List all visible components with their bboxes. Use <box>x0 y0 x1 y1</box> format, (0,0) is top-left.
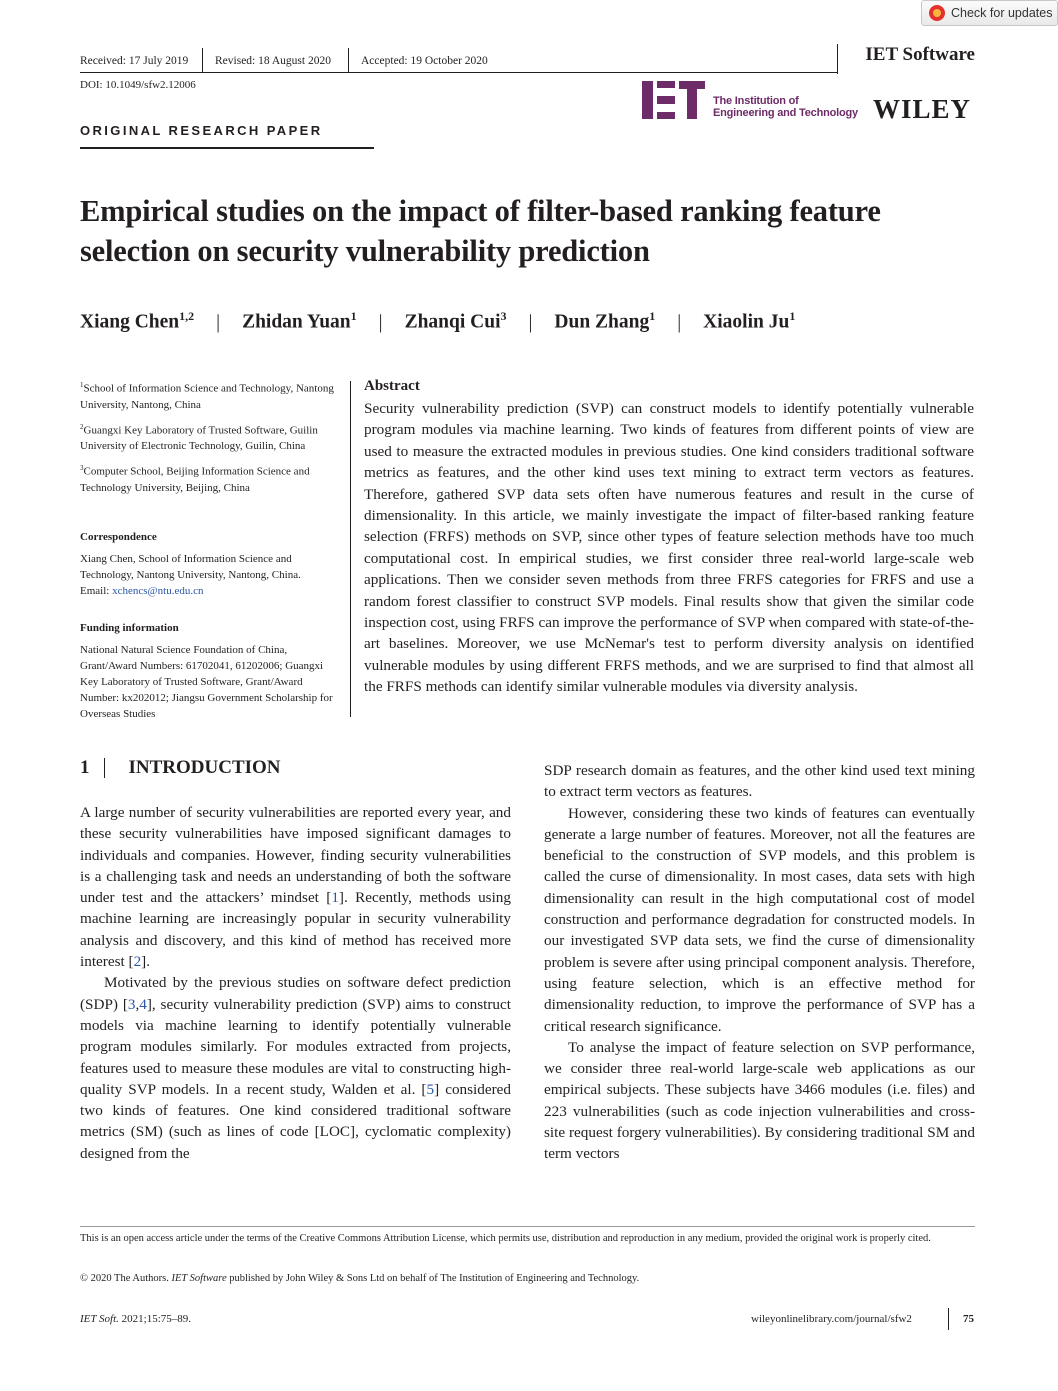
journal-url[interactable]: wileyonlinelibrary.com/journal/sfw2 <box>751 1313 912 1325</box>
section-heading <box>80 757 281 779</box>
section-number: 1 <box>80 757 90 778</box>
author[interactable]: Zhanqi Cui$^3$ <box>404 309 507 333</box>
affiliation: $^3$Computer School, Beijing Information Science and Technology University, Beijing, China <box>80 464 310 494</box>
funding <box>80 620 342 722</box>
author-separator: | <box>378 311 383 333</box>
article-title: Empirical studies on the impact of filter-based ranking feature selection on security vulnerability prediction <box>80 194 881 268</box>
citation-link[interactable]: 4 <box>139 995 147 1013</box>
funding-text: National Natural Science Foundation of China, Grant/Award Numbers: 61702041, 61202006; Guangxi Key Laboratory of Trusted Software, Grant/Award Number: kx202012; Jiangsu Government Scholarship for Overseas Studies <box>80 644 333 720</box>
body-right-column <box>544 760 975 1165</box>
citation-link[interactable]: 1 <box>331 889 339 907</box>
author-separator: | <box>677 311 682 333</box>
email-link[interactable]: xchencs@ntu.edu.cn <box>112 585 204 597</box>
iet-logo-text <box>713 95 858 119</box>
paragraph: A large number of security vulnerabilities are reported every year, and these security vulnerabilities have imposed significant damages to individuals and companies. However, finding security vulnerabilities is a challenging task and needs an understanding of both the software under test and the attackers’ mindset [1]. Recently, methods using machine learning are increasingly popular in security vulnerability analysis and discovery, and this kind of method has received more interest [2]. <box>80 804 511 971</box>
abstract-heading: Abstract <box>364 378 420 394</box>
accepted-date: Accepted: 19 October 2020 <box>361 55 488 67</box>
funding-heading: Funding information <box>80 622 179 634</box>
meta-divider <box>348 48 349 72</box>
doi: DOI: 10.1049/sfw2.12006 <box>80 79 196 91</box>
iet-name-line1: The Institution of <box>713 95 799 107</box>
section-title: INTRODUCTION <box>128 757 281 778</box>
correspondence <box>80 529 342 599</box>
abstract-rule <box>350 381 351 717</box>
revised-date: Revised: 18 August 2020 <box>215 55 331 67</box>
wiley-logo: WILEY <box>873 94 972 124</box>
article-type-underline <box>80 147 374 149</box>
paragraph: SDP research domain as features, and the other kind used text mining to extract term vectors as features. <box>544 762 975 801</box>
meta-divider <box>202 48 203 72</box>
article-type: ORIGINAL RESEARCH PAPER <box>80 123 323 138</box>
author[interactable]: Zhidan Yuan$^1$ <box>242 309 357 333</box>
paragraph: However, considering these two kinds of features can eventually generate a large number of features. Moreover, not all the features are beneficial to the construction of SVP models, and this problem is called the curse of dimensionality. In most cases, data sets with high dimensionality can result in the high computational cost of model construction and performance degradation for constructed models. In our investigated SVP data sets, we find the curse of dimensionality problem is severe after using principal component analysis. Therefore, using feature selection, which is an effective method for dimensionality reduction, to improve the performance of SVP has a critical research significance. <box>544 804 975 1035</box>
author[interactable]: Xiaolin Ju$^1$ <box>703 309 796 333</box>
abstract-text: Security vulnerability prediction (SVP) can construct models to identify potentially vulnerable program modules via machine learning. Two kinds of features from different points of view are used to measure the extracted modules in previous studies. One kind considers traditional software metrics as features, and the other kind uses text mining to extract term vectors as features. Therefore, gathered SVP data sets often have numerous features and result in the curse of dimensionality. In this article, we mainly investigate the impact of filter-based ranking feature selection (FRFS) methods on SVP, since other types of feature selection methods have too much computational cost. In empirical studies, we first consider three real-world large-scale web applications. Then we consider seven methods from three FRFS categories for FRFS and use a random forest classifier to construct SVP models. Final results show that given the similar code inspection cost, using FRFS can improve the performance of SVP when compared with state-of-the-art baselines. Moreover, we use McNemar's test to perform diversity analysis on identified vulnerable modules by using different FRFS methods, and we are surprised to find that almost all the FRFS methods can identify similar vulnerable modules via diversity analysis. <box>364 400 974 696</box>
footer-divider <box>948 1308 949 1330</box>
page-number: 75 <box>963 1313 974 1325</box>
citation-link[interactable]: 2 <box>133 953 142 971</box>
correspondence-text: Xiang Chen, School of Information Science and Technology, Nantong University, Nantong, China. Email: xchencs@ntu.edu.cn <box>80 553 301 597</box>
author[interactable]: Dun Zhang$^1$ <box>554 309 656 333</box>
affiliation: $^2$Guangxi Key Laboratory of Trusted Software, Guilin University of Electronic Technology, Guilin, China <box>80 422 318 453</box>
affiliation: $^1$School of Information Science and Technology, Nantong University, Nantong, China <box>80 381 334 411</box>
author[interactable]: Xiang Chen$^{1,2}$ <box>80 309 195 333</box>
body-left-column <box>80 802 511 1164</box>
author-list <box>80 309 795 334</box>
received-date: Received: 17 July 2019 <box>80 55 189 67</box>
author-separator: | <box>216 311 221 333</box>
paragraph: To analyse the impact of feature selection on SVP performance, we consider three real-world large-scale web applications as our empirical subjects. These subjects have 3466 modules (i.e. files) and 223 vulnerabilities (such as code injection vulnerabilities and cross-site request forgery vulnerabilities). By considering traditional SM and term vectors <box>544 1038 975 1163</box>
iet-logo <box>642 81 858 121</box>
citation-link[interactable]: 3 <box>127 995 136 1013</box>
copyright-notice: © 2020 The Authors. IET Software published by John Wiley & Sons Ltd on behalf of The Institution of Engineering and Technology. <box>80 1273 640 1284</box>
section-divider <box>104 758 105 778</box>
citation-info: IET Soft. 2021;15:75–89. <box>80 1313 192 1325</box>
iet-logo-mark <box>642 81 705 119</box>
affiliations <box>80 377 342 496</box>
header-rule <box>80 72 837 73</box>
check-for-updates-label: Check for updates <box>951 6 1053 20</box>
journal-divider <box>837 44 838 74</box>
check-updates-icon <box>929 5 945 21</box>
check-for-updates-button[interactable] <box>921 0 1058 26</box>
footer-rule <box>80 1226 975 1227</box>
journal-name: IET Software <box>865 44 975 65</box>
correspondence-heading: Correspondence <box>80 531 157 543</box>
citation-link[interactable]: 5 <box>426 1080 435 1098</box>
author-separator: | <box>528 311 533 333</box>
iet-name-line2: Engineering and Technology <box>713 107 858 119</box>
paragraph: Motivated by the previous studies on software defect prediction (SDP) [3,4], security vulnerability prediction (SVP) aims to construct models via machine learning to identify potentially vulnerable program modules similarly. For modules extracted from projects, features used to measure these modules are vital to constructing high-quality SVP models. In a recent study, Walden et al. [5] considered two kinds of features. One kind considered traditional software metrics (SM) (such as lines of code [LOC], cyclomatic complexity) designed from the <box>80 974 511 1162</box>
license-notice: This is an open access article under the terms of the Creative Commons Attribution License, which permits use, distribution and reproduction in any medium, provided the original work is properly cited. <box>80 1233 931 1244</box>
